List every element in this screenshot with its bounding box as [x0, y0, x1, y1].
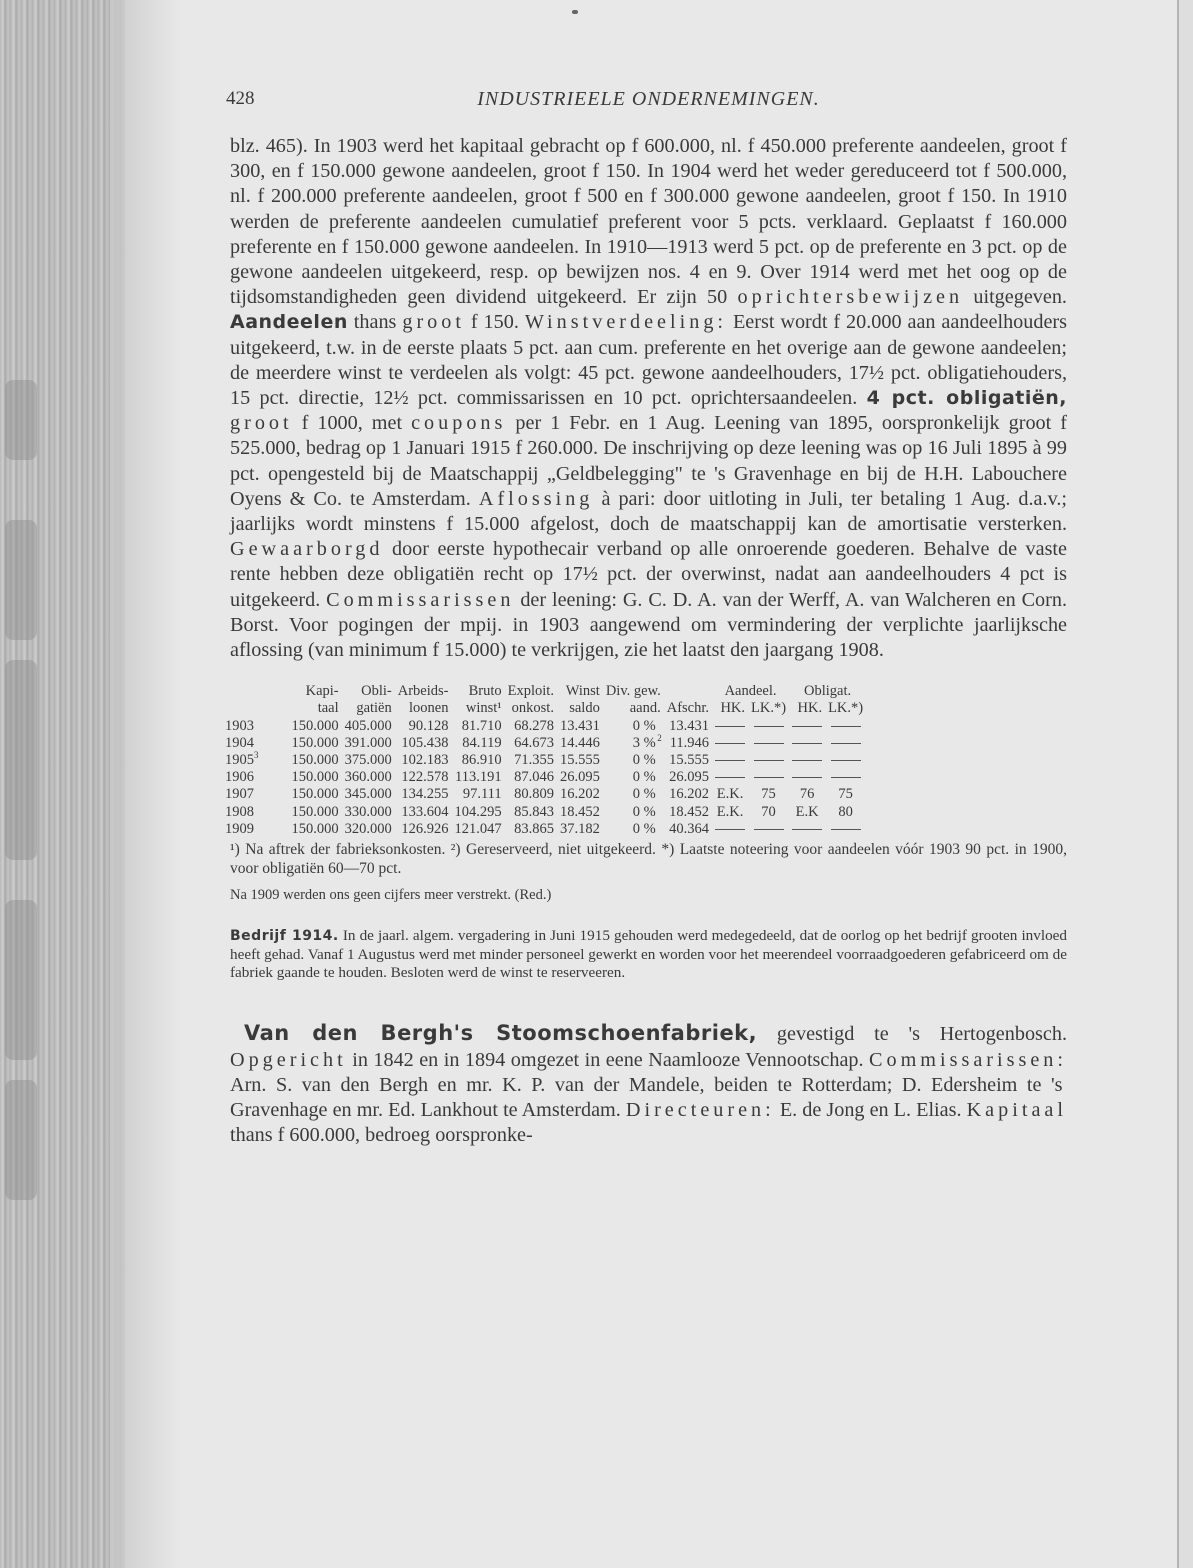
table-row [222, 718, 866, 735]
spaced-term-oprichtersbewijzen: oprichtersbewijzen [737, 286, 964, 309]
cell-winst-saldo: 18.452 [559, 803, 600, 820]
cell-obl-hk [789, 769, 825, 786]
spaced-term-opgericht: Opgericht [230, 1048, 347, 1071]
table-row [222, 735, 866, 752]
cell-bruto-winst: 104.295 [454, 803, 502, 820]
cell-aand-lk: 75 [761, 786, 776, 803]
dividend-value: 0 % [632, 786, 656, 803]
main-paragraph [230, 134, 1067, 663]
cell-arbeidsloonen: 105.438 [401, 734, 449, 751]
cell-arbeidsloonen: 134.255 [401, 786, 449, 803]
cell-aand-hk: E.K. [716, 803, 744, 820]
binding-stamp [5, 660, 37, 860]
cell-obl-hk [789, 735, 825, 752]
dash-rule [754, 777, 784, 778]
dash-rule [792, 829, 822, 830]
dash-rule [715, 760, 745, 761]
editorial-note: Na 1909 werden ons geen cijfers meer verstrekt. (Red.) [230, 887, 552, 904]
spaced-term-aflossing: Aflossing [478, 487, 594, 510]
cell-bruto-winst: 121.047 [454, 820, 502, 837]
column-header: gatiën [356, 700, 392, 717]
spaced-term-kapitaal: Kapitaal [966, 1099, 1067, 1122]
column-header: Div. gew. [605, 683, 661, 700]
cell-obligatien: 405.000 [344, 717, 392, 734]
company-entry-van-den-bergh [230, 1021, 1067, 1148]
column-header: Kapi- [305, 683, 339, 700]
cell-bruto-winst: 84.119 [462, 734, 502, 751]
table-header-row [222, 700, 866, 717]
cell-kapitaal: 150.000 [291, 717, 339, 734]
dash-rule [792, 760, 822, 761]
cell-aand-lk [748, 718, 789, 735]
cell-aand-hk: E.K. [716, 786, 744, 803]
year-label: 1906 [225, 769, 254, 786]
column-header: taal [317, 700, 339, 717]
binding-stamp [5, 1080, 37, 1200]
cell-winst-saldo: 15.555 [559, 752, 600, 769]
heading-aandeelen: Aandeelen [230, 311, 348, 334]
cell-winst-saldo: 16.202 [559, 786, 600, 803]
financial-table-section [225, 683, 1067, 904]
bedrijf-1914-paragraph [230, 927, 1067, 981]
running-header [226, 80, 1067, 120]
spaced-term-groot: groot [230, 412, 293, 435]
book-binding-edge [0, 0, 125, 1568]
cell-dividend: 3 % $^2$ [632, 733, 662, 751]
spaced-term-commissarissen: Commissarissen [326, 588, 515, 611]
cell-obl-lk [825, 735, 866, 752]
footnote-marker: 3 [254, 750, 259, 761]
cell-aand-hk [712, 718, 748, 735]
cell-kapitaal: 150.000 [291, 769, 339, 786]
text-run: gevestigd te 's Hertogenbosch. [757, 1023, 1067, 1046]
cell-afschrijving: 16.202 [669, 786, 710, 803]
year-label: 1905 [225, 752, 254, 769]
dash-rule [831, 777, 861, 778]
spaced-term-commissarissen: Commissarissen: [869, 1048, 1067, 1071]
cell-bruto-winst: 86.910 [461, 752, 502, 769]
cell-year [222, 769, 289, 786]
dividend-value: 0 % [632, 769, 656, 786]
cell-dividend [603, 804, 664, 821]
dash-rule [715, 777, 745, 778]
dash-rule [831, 829, 861, 830]
page-right-margin [1179, 0, 1193, 1568]
dash-rule [831, 760, 861, 761]
cell-kapitaal: 150.000 [291, 786, 339, 803]
cell-aand-lk [748, 752, 789, 769]
binding-stamp [5, 900, 37, 1060]
document-page [225, 80, 1068, 1149]
cell-obl-lk [825, 718, 866, 735]
column-header: Winst [565, 683, 600, 700]
dividend-value: 3 % [632, 734, 656, 751]
cell-exploit-onkost: 83.865 [514, 820, 554, 837]
print-mark [572, 10, 578, 14]
cell-afschrijving: 13.431 [669, 717, 710, 734]
column-header: LK.*) [751, 700, 787, 717]
text-run: door eerste hypothecair verband op alle onroerende goederen. Behalve de vaste rente hebben deze obligatiën recht op 17½ pct. der overwinst, nadat aan aandeelhouders 4 pct is uitgekeerd. [230, 538, 1067, 611]
financial-table [222, 683, 866, 838]
spaced-term-directeuren: Directeuren: [625, 1099, 775, 1122]
dash-rule [831, 726, 861, 727]
cell-year [222, 718, 289, 735]
text-run: thans f 600.000, bedroeg oorspronke- [230, 1124, 533, 1147]
spaced-term-coupons: coupons [411, 412, 507, 435]
cell-obl-lk [825, 821, 866, 838]
text-run: der leening: G. C. D. A. van der Werff, A. van Walcheren en Corn. Borst. Voor pogingen der mpij. in 1903 aangewend om vermindering der verplichte jaarlijksche aflossing (van minimum f 15.000) te verkrijgen, zie het laatst den jaargang 1908. [230, 588, 1067, 662]
dash-rule [831, 743, 861, 744]
column-header: onkost. [511, 700, 554, 717]
table-row [222, 821, 866, 838]
dash-rule [715, 829, 745, 830]
cell-arbeidsloonen: 133.604 [401, 803, 449, 820]
column-header-aandeel: Aandeel. [724, 683, 777, 700]
spaced-term-gewaarborgd: Gewaarborgd [230, 538, 384, 561]
dividend-value: 0 % [632, 820, 656, 837]
company-name: Van den Bergh's Stoomschoenfabriek, [244, 1021, 758, 1046]
page-number: 428 [226, 88, 255, 109]
cell-obl-lk [825, 752, 866, 769]
column-header-obligat: Obligat. [804, 683, 852, 700]
cell-obl-lk [825, 769, 866, 786]
text-run: uitgegeven. [963, 286, 1067, 309]
cell-aand-hk [712, 752, 748, 769]
cell-arbeidsloonen: 122.578 [401, 769, 449, 786]
text-run: f 150. [464, 311, 525, 334]
column-header: Exploit. [507, 683, 554, 700]
cell-bruto-winst: 113.191 [455, 769, 502, 786]
cell-aand-lk [748, 769, 789, 786]
cell-bruto-winst: 97.111 [462, 786, 502, 803]
cell-year [222, 786, 289, 803]
column-header: LK.*) [828, 700, 864, 717]
table-row [222, 804, 866, 821]
cell-obligatien: 345.000 [344, 786, 392, 803]
dash-rule [754, 743, 784, 744]
cell-obligatien: 391.000 [344, 734, 392, 751]
cell-dividend [603, 821, 664, 838]
table-row [222, 786, 866, 803]
text-run: Arn. S. van den Bergh en mr. K. P. van der Mandele, beiden te Rotterdam; D. Edersheim te 's Gravenhage en mr. Ed. Lankhout te Amsterdam. [230, 1073, 1063, 1122]
table-row [222, 752, 866, 769]
cell-aand-lk [748, 735, 789, 752]
column-header: HK. [720, 700, 746, 717]
dash-rule [754, 726, 784, 727]
spaced-term-groot: groot [402, 311, 465, 334]
dash-rule [754, 829, 784, 830]
binding-stamp [5, 520, 37, 640]
cell-obl-hk [789, 752, 825, 769]
cell-exploit-onkost: 85.843 [514, 803, 554, 820]
column-header: Obli- [361, 683, 392, 700]
cell-exploit-onkost: 87.046 [514, 769, 554, 786]
cell-obl-hk [789, 821, 825, 838]
cell-winst-saldo: 13.431 [559, 717, 600, 734]
dash-rule [715, 743, 745, 744]
year-label: 1909 [225, 820, 254, 837]
cell-bruto-winst: 81.710 [461, 717, 502, 734]
running-title: INDUSTRIEELE ONDERNEMINGEN. [477, 88, 820, 110]
year-label: 1908 [225, 803, 254, 820]
text-run: thans [347, 311, 403, 334]
column-header: Bruto [468, 683, 502, 700]
page-right-edge-line [1177, 0, 1179, 1568]
cell-obl-hk [789, 718, 825, 735]
cell-obl-lk: 75 [838, 786, 853, 803]
heading-obligatien: 4 pct. obligatiën, [866, 387, 1067, 410]
column-header [222, 683, 289, 700]
cell-year [222, 821, 289, 838]
cell-exploit-onkost: 71.355 [514, 752, 554, 769]
cell-kapitaal: 150.000 [291, 752, 339, 769]
column-header [664, 683, 712, 700]
dash-rule [792, 777, 822, 778]
binding-stamp [5, 380, 37, 460]
cell-obligatien: 360.000 [344, 769, 392, 786]
binding-shadow [110, 0, 180, 1568]
cell-afschrijving: 18.452 [669, 803, 710, 820]
bedrijf-text: In de jaarl. algem. vergadering in Juni 1915 gehouden werd medegedeeld, dat de oorlog op het bedrijf grooten invloed heeft gehad. Vanaf 1 Augustus werd met minder personeel gewerkt en worden voor het meerendeel voorraadgoederen gefabriceerd om de fabriek gaande te houden. Besloten werd de winst te reserveeren. [230, 927, 1068, 981]
cell-exploit-onkost: 80.809 [514, 786, 554, 803]
cell-arbeidsloonen: 90.128 [408, 717, 449, 734]
cell-kapitaal: 150.000 [291, 820, 339, 837]
table-header-row [222, 683, 866, 700]
cell-exploit-onkost: 68.278 [514, 717, 554, 734]
dividend-value: 0 % [632, 717, 656, 734]
column-header: saldo [569, 700, 600, 717]
cell-exploit-onkost: 64.673 [514, 734, 554, 751]
company-description [230, 134, 1067, 663]
dividend-value: 0 % [632, 803, 656, 820]
column-header: winst¹ [465, 700, 502, 717]
year-label: 1903 [225, 717, 254, 734]
cell-arbeidsloonen: 126.926 [401, 820, 449, 837]
cell-winst-saldo: 26.095 [559, 769, 600, 786]
cell-arbeidsloonen: 102.183 [401, 752, 449, 769]
dividend-value: 0 % [632, 752, 656, 769]
year-label: 1907 [225, 786, 254, 803]
cell-afschrijving: 15.555 [669, 752, 710, 769]
column-header: aand. [629, 700, 661, 717]
cell-dividend [603, 769, 664, 786]
cell-aand-lk: 70 [761, 803, 776, 820]
cell-aand-lk [748, 821, 789, 838]
cell-dividend [603, 718, 664, 735]
cell-afschrijving: 11.946 [669, 734, 710, 751]
text-run: Eerst wordt f 20.000 aan aandeelhouders uitgekeerd, t.w. in de eerste plaats 5 pct. aan cum. preferente en het overige aan de gewone aandeelen; de meerdere winst te verdeelen als volgt: 45 pct. gewone aandeelhouders, 17½ pct. obligatiehouders, 15 pct. directie, 12½ pct. commissarissen en 10 pct. oprichtersaandeelen. [230, 311, 1067, 410]
column-header: HK. [797, 700, 823, 717]
column-header: loonen [409, 700, 449, 717]
cell-aand-hk [712, 735, 748, 752]
text-run: in 1842 en in 1894 omgezet in eene Naamlooze Vennootschap. [346, 1048, 870, 1071]
cell-obligatien: 330.000 [344, 803, 392, 820]
table-row [222, 769, 866, 786]
spaced-term-winstverdeeling: Winstverdeeling: [524, 311, 728, 334]
cell-year [222, 804, 289, 821]
cell-winst-saldo: 37.182 [559, 820, 600, 837]
cell-dividend [603, 752, 664, 769]
dash-rule [715, 726, 745, 727]
table-footnotes: ¹) Na aftrek der fabrieksonkosten. ²) Gereserveerd, niet uitgekeerd. *) Laatste noteering voor aandeelen vóór 1903 90 pct. in 1900, voor obligatiën 60—70 pct. [230, 841, 1067, 878]
cell-dividend [603, 786, 664, 803]
cell-kapitaal: 150.000 [291, 803, 339, 820]
cell-year [222, 752, 289, 769]
text-run: à pari: door uitloting in Juli, ter betaling 1 Aug. d.a.v.; jaarlijks wordt minstens f 15.000 afgelost, doch de maatschappij kan de amortisatie versterken. [230, 487, 1068, 536]
cell-winst-saldo: 14.446 [559, 734, 600, 751]
dash-rule [792, 726, 822, 727]
cell-afschrijving: 40.364 [669, 820, 710, 837]
cell-afschrijving: 26.095 [669, 769, 710, 786]
dash-rule [754, 760, 784, 761]
cell-obl-hk: E.K [795, 803, 819, 820]
column-header: Arbeids- [397, 683, 449, 700]
cell-obl-hk: 76 [799, 786, 815, 803]
text-run: blz. 465). In 1903 werd het kapitaal gebracht op f 600.000, nl. f 450.000 preferente aandeelen, groot f 300, en f 150.000 gewone aandeelen, groot f 150. In 1904 werd het weder gereduceerd tot f 500.000, nl. f 200.000 preferente aandeelen, groot f 500 en f 300.000 gewone aandeelen, groot f 150. In 1910 werden de preferente aandeelen cumulatief preferent voor 5 pcts. verklaard. Geplaatst f 160.000 preferente en f 150.000 gewone aandeelen. In 1910—1913 werd 5 pct. op de preferente en 3 pct. op de gewone aandeelen uitgekeerd, resp. op bewijzen nos. 4 en 9. Over 1914 werd met het oog op de tijdsomstandigheden geen dividend uitgekeerd. Er zijn 50 [230, 135, 1067, 309]
text-run: f 1000, met [292, 412, 412, 435]
bedrijf-label: Bedrijf 1914. [230, 928, 339, 945]
column-header [222, 700, 289, 717]
cell-obl-lk: 80 [838, 803, 853, 820]
cell-kapitaal: 150.000 [291, 734, 339, 751]
cell-aand-hk [712, 821, 748, 838]
cell-obligatien: 320.000 [344, 820, 392, 837]
text-run: E. de Jong en L. Elias. [774, 1099, 967, 1122]
year-label: 1904 [225, 734, 254, 751]
column-header: Afschr. [666, 700, 710, 717]
cell-aand-hk [712, 769, 748, 786]
cell-obligatien: 375.000 [344, 752, 392, 769]
text-run: per 1 Febr. en 1 Aug. Leening van 1895, oorspronkelijk groot f 525.000, bedrag op 1 Januari 1915 f 260.000. De inschrijving op deze leening was op 16 Juli 1895 à 99 pct. opengesteld bij de Maatschappij „Geldbelegging" te 's Gravenhage en bij de H.H. Labouchere Oyens & Co. te Amsterdam. [230, 412, 1067, 510]
dash-rule [792, 743, 822, 744]
table-body [222, 718, 866, 838]
